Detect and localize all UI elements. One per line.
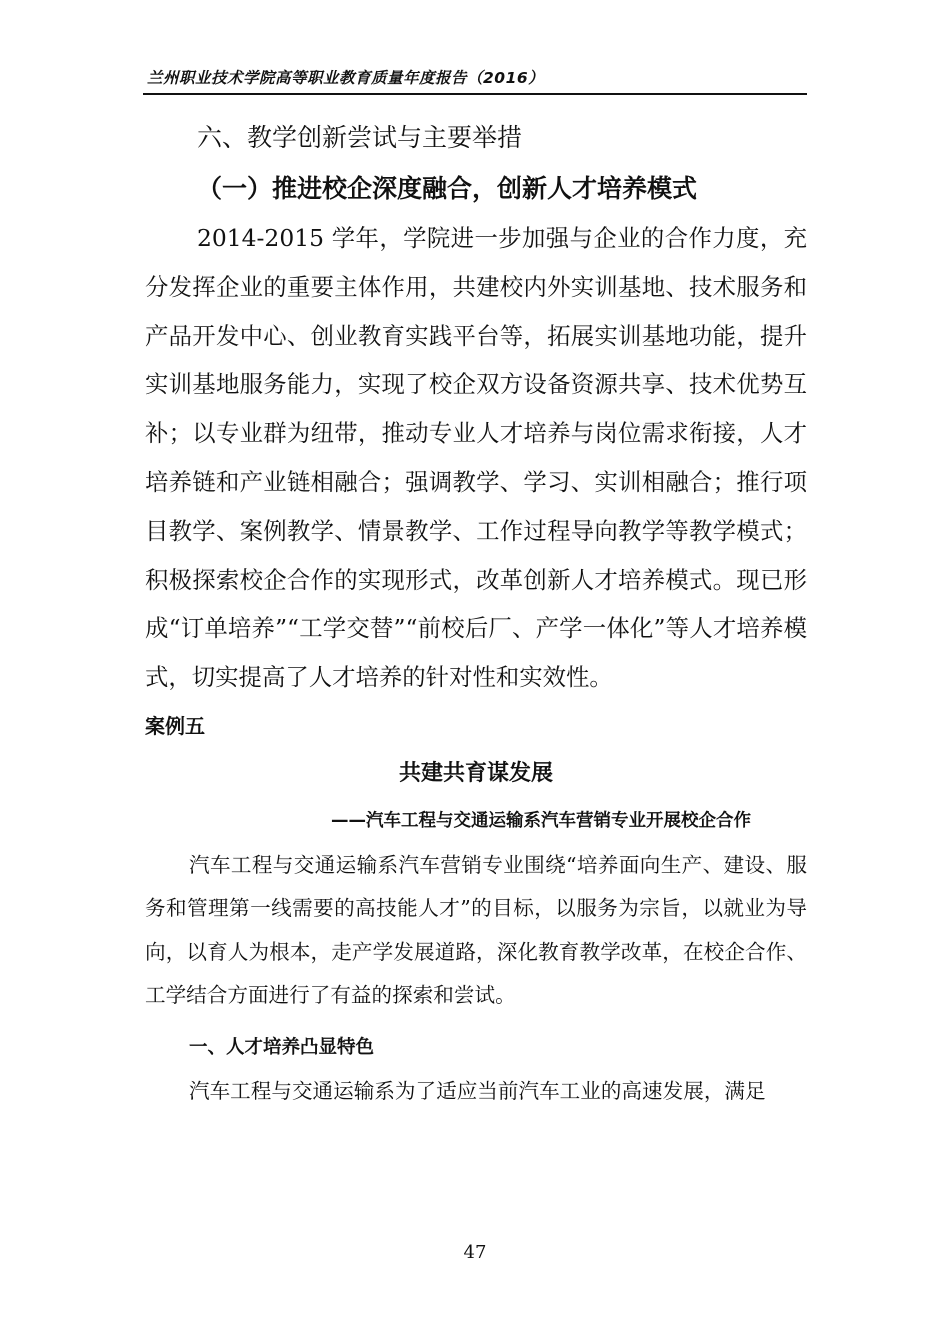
case-title: 共建共育谋发展 — [398, 760, 553, 786]
section-subheading: （一）推进校企深度融合，创新人才培养模式 — [197, 174, 698, 203]
case-subtitle: ——汽车工程与交通运输系汽车营销专业开展校企合作 — [331, 810, 751, 831]
case-label: 案例五 — [145, 713, 205, 738]
case-subsection-paragraph: 汽车工程与交通运输系为了适应当前汽车工业的高速发展，满足 — [189, 1078, 766, 1103]
case-paragraph: 汽车工程与交通运输系汽车营销专业围绕“培养面向生产、建设、服务和管理第一线需要的高技能人才”的目标，以服务为宗旨，以就业为导向，以育人为根本，走产学发展道路，深化教育教学改革，在校企合作、工学结合方面进行了有益的探索和尝试。 — [145, 852, 807, 1008]
report-header-title: 兰州职业技术学院高等职业教育质量年度报告（2016） — [147, 69, 545, 87]
page-number: 47 — [463, 1242, 487, 1263]
header-divider — [143, 93, 807, 95]
section-paragraph: 2014-2015 学年，学院进一步加强与企业的合作力度，充分发挥企业的重要主体作用，共建校内外实训基地、技术服务和产品开发中心、创业教育实践平台等，拓展实训基地功能，提升实训基地服务能力，实现了校企双方设备资源共享、技术优势互补；以专业群为纽带，推动专业人才培养与岗位需求衔接，人才培养链和产业链相融合；强调教学、学习、实训相融合；推行项目教学、案例教学、情景教学、工作过程导向教学等教学模式；积极探索校企合作的实现形式，改革创新人才培养模式。现已形成“订单培养”“工学交替”“前校后厂、产学一体化”等人才培养模式，切实提高了人才培养的针对性和实效性。 — [145, 224, 807, 692]
case-subsection-heading: 一、人才培养凸显特色 — [189, 1036, 375, 1058]
page-content — [145, 118, 807, 1113]
section-heading: 六、教学创新尝试与主要举措 — [197, 123, 523, 152]
